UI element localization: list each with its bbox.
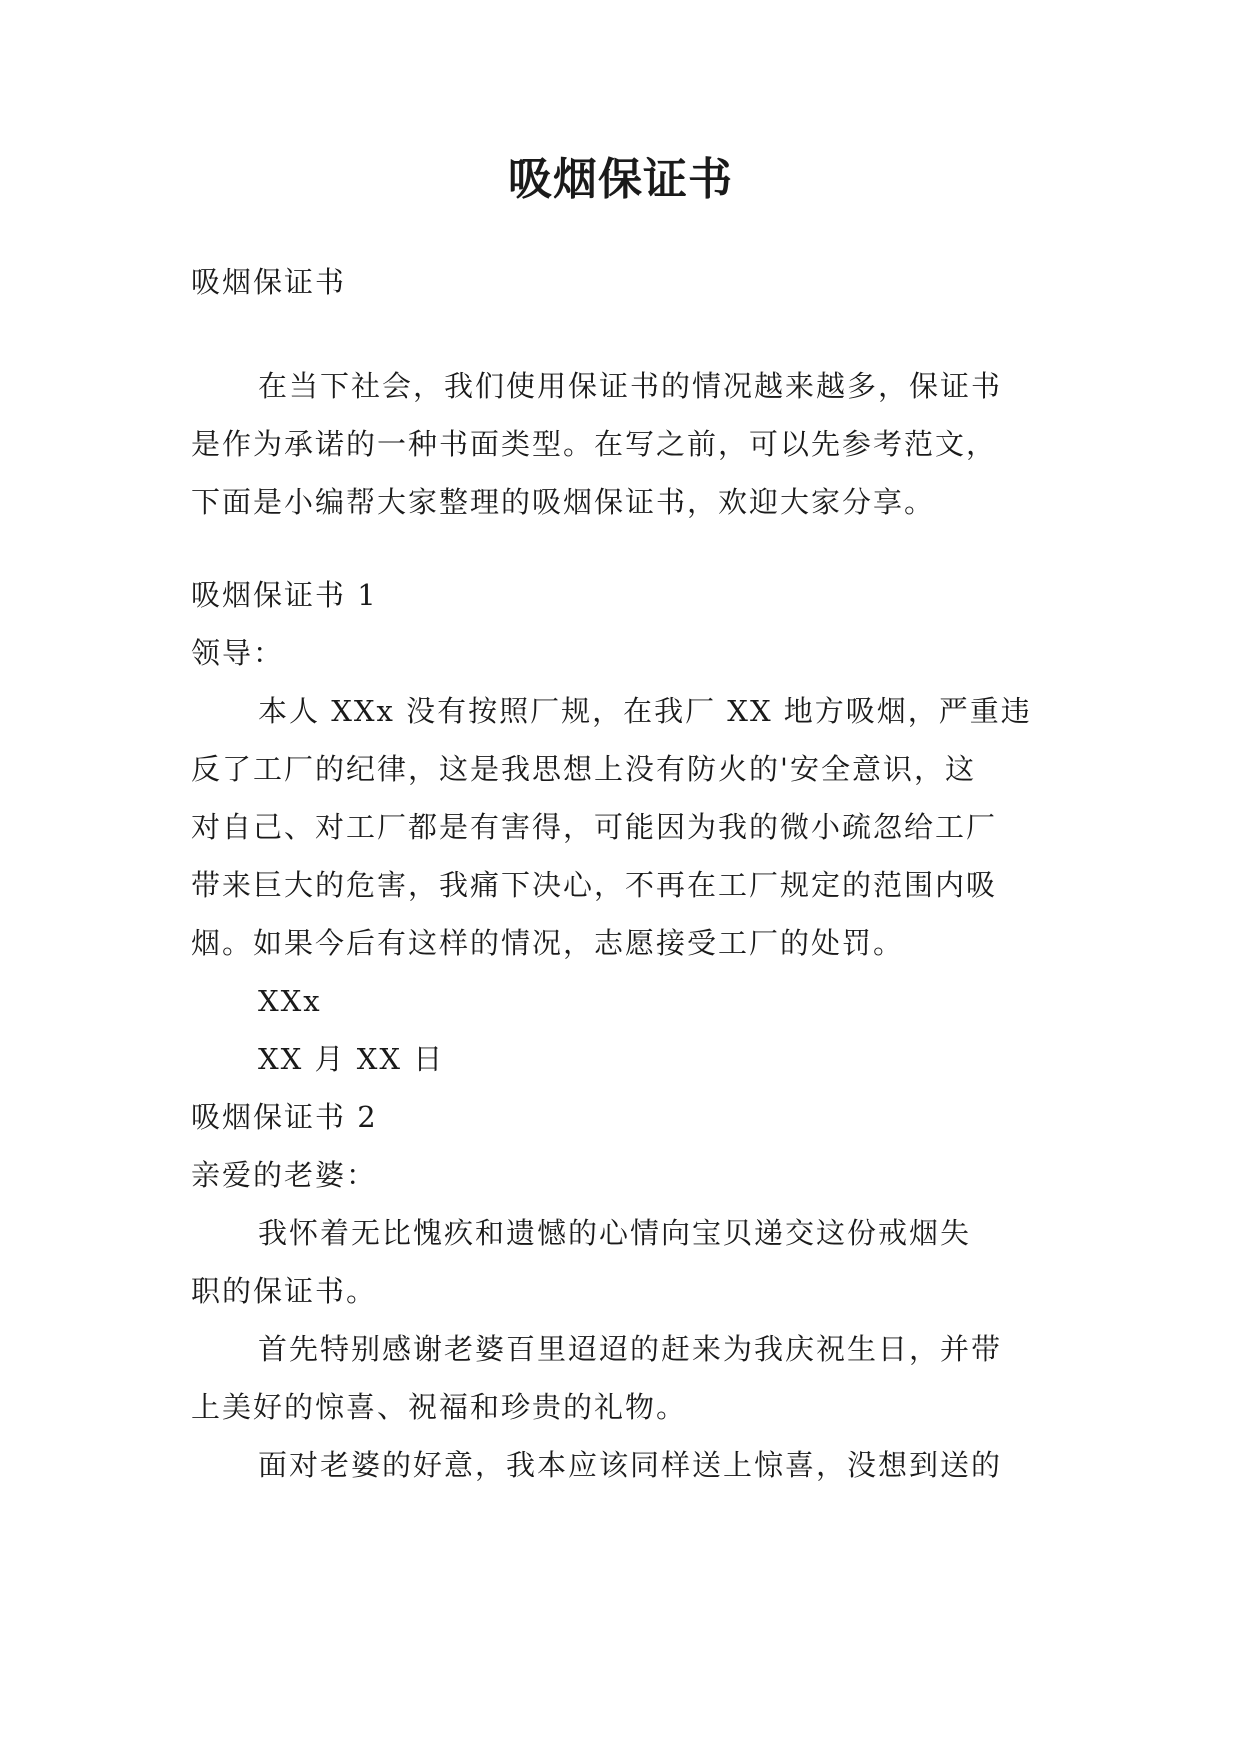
document-subtitle: 吸烟保证书 — [191, 265, 347, 299]
letter-1-signature: XXx — [258, 984, 322, 1018]
intro-line: 下面是小编帮大家整理的吸烟保证书，欢迎大家分享。 — [191, 485, 936, 519]
letter-2 — [191, 1088, 1061, 1494]
letter-1-date: XX 月 XX 日 — [258, 1042, 445, 1076]
letter-1-body-line: 对自己、对工厂都是有害得，可能因为我的微小疏忽给工厂 — [191, 810, 998, 844]
letter-2-salutation: 亲爱的老婆： — [191, 1158, 378, 1192]
letter-2-body-line: 面对老婆的好意，我本应该同样送上惊喜，没想到送的 — [258, 1448, 1003, 1482]
letter-1-body-line: 烟。如果今后有这样的情况，志愿接受工厂的处罚。 — [191, 926, 905, 960]
letter-1-body-line: 本人 XXx 没有按照厂规，在我厂 XX 地方吸烟，严重违 — [258, 694, 1032, 728]
letter-2-body-line: 我怀着无比愧疚和遗憾的心情向宝贝递交这份戒烟失 — [258, 1216, 972, 1250]
letter-1-salutation: 领导： — [191, 636, 285, 670]
letter-1-body-line: 反了工厂的纪律，这是我思想上没有防火的'安全意识，这 — [191, 752, 976, 786]
letter-2-heading: 吸烟保证书 2 — [191, 1100, 378, 1134]
letter-1-heading: 吸烟保证书 1 — [191, 578, 378, 612]
intro-line: 在当下社会，我们使用保证书的情况越来越多，保证书 — [258, 369, 1003, 403]
letter-1 — [191, 566, 1061, 1088]
letter-2-body-line: 首先特别感谢老婆百里迢迢的赶来为我庆祝生日，并带 — [258, 1332, 1003, 1366]
intro-line: 是作为承诺的一种书面类型。在写之前，可以先参考范文， — [191, 427, 998, 461]
letter-2-body-line: 职的保证书。 — [191, 1274, 378, 1308]
intro-paragraph — [191, 357, 1061, 531]
letter-2-body-line: 上美好的惊喜、祝福和珍贵的礼物。 — [191, 1390, 688, 1424]
document-title: 吸烟保证书 — [508, 154, 733, 205]
letter-1-body-line: 带来巨大的危害，我痛下决心，不再在工厂规定的范围内吸 — [191, 868, 998, 902]
